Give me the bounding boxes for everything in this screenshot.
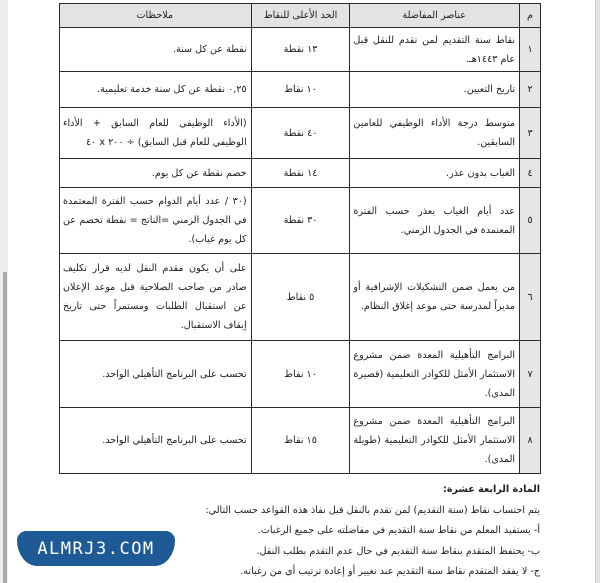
row-notes: نقطة عن كل سنة. bbox=[60, 28, 252, 72]
row-max-points: ١٥ نقاط bbox=[251, 408, 350, 474]
row-num: ٨ bbox=[520, 408, 541, 474]
row-notes: تحسب على البرنامج التأهيلي الواحد. bbox=[60, 408, 252, 474]
table-row bbox=[60, 72, 541, 108]
right-margin bbox=[595, 0, 600, 583]
table-row bbox=[60, 254, 541, 341]
table-header-row bbox=[60, 4, 541, 28]
row-criteria: نقاط سنة التقديم لمن تقدم للنقل قبل عام ١٤٤٣هـ. bbox=[350, 28, 520, 72]
row-notes: ٠,٢٥ نقطة عن كل سنة خدمة تعليمية. bbox=[60, 72, 252, 108]
row-max-points: ٤٠ نقطة bbox=[251, 108, 350, 159]
article-item-c: ج- لا يفقد المتقدم نقاط سنة التقديم عند تغيير أو إعادة ترتيب أي من رغباته. bbox=[240, 566, 540, 577]
row-max-points: ١٣ نقطة bbox=[251, 28, 350, 72]
row-num: ٢ bbox=[520, 72, 541, 108]
row-num: ١ bbox=[520, 28, 541, 72]
row-num: ٣ bbox=[520, 108, 541, 159]
article-item-b: ب- يحتفظ المتقدم بنقاط سنة التقديم في حال عدم التقدم بطلب النقل. bbox=[256, 545, 540, 557]
header-max-points: الحد الأعلى للنقاط bbox=[251, 4, 350, 28]
criteria-table bbox=[59, 3, 541, 474]
row-criteria: عدد أيام الغياب بعذر حسب الفترة المعتمدة في الجدول الزمني. bbox=[350, 188, 520, 254]
table-row bbox=[60, 188, 541, 254]
row-criteria: من يعمل ضمن التشكيلات الإشرافية أو مديراً لمدرسة حتى موعد إغلاق النظام. bbox=[350, 254, 520, 341]
row-criteria: تاريخ التعيين. bbox=[350, 72, 520, 108]
article-item-a: أ- يستفيد المعلم من نقاط سنة التقديم في مفاضلته على جميع الرغبات. bbox=[257, 525, 540, 536]
row-num: ٧ bbox=[520, 341, 541, 408]
table-row bbox=[60, 28, 541, 72]
row-notes: على أن يكون مقدم النقل لديه قرار تكليف صادر من صاحب الصلاحية قبل موعد الإعلان عن استقبال الطلبات ومستمراً حتى تاريخ إيقاف الاستقبال. bbox=[60, 254, 252, 341]
row-notes: (٣٠ / عدد أيام الدوام حسب الفترة المعتمدة في الجدول الزمني =الناتج = نقطة تخصم عن كل يوم غياب). bbox=[60, 188, 252, 254]
row-num: ٥ bbox=[520, 188, 541, 254]
row-notes: خصم نقطة عن كل يوم. bbox=[60, 159, 252, 188]
row-criteria: البرامج التأهيلية المعدة ضمن مشروع الاستثمار الأمثل للكوادر التعليمية (قصيرة المدى). bbox=[350, 341, 520, 408]
row-criteria: الغياب بدون عذر. bbox=[350, 159, 520, 188]
header-notes: ملاحظات bbox=[60, 4, 252, 28]
row-notes: تحسب على البرنامج التأهيلي الواحد. bbox=[60, 341, 252, 408]
article-title: المادة الرابعة عشرة: bbox=[443, 484, 540, 495]
table-row bbox=[60, 341, 541, 408]
row-max-points: ٥ نقاط bbox=[251, 254, 350, 341]
row-max-points: ٣٠ نقطة bbox=[251, 188, 350, 254]
header-criteria: عناصر المفاضلة bbox=[350, 4, 520, 28]
watermark-text: ALMRJ3.COM bbox=[37, 538, 155, 559]
table-row bbox=[60, 159, 541, 188]
row-criteria: متوسط درجة الأداء الوظيفي للعامين السابقين. bbox=[350, 108, 520, 159]
row-num: ٦ bbox=[520, 254, 541, 341]
article-intro: يتم احتساب نقاط (سنة التقديم) لمن تقدم بالنقل قبل نفاذ هذه القواعد حسب التالي: bbox=[205, 504, 540, 516]
row-max-points: ١٠ نقاط bbox=[251, 341, 350, 408]
table-row bbox=[60, 408, 541, 474]
row-criteria: البرامج التأهيلية المعدة ضمن مشروع الاستثمار الأمثل للكوادر التعليمية (طويلة المدى). bbox=[350, 408, 520, 474]
table-row bbox=[60, 108, 541, 159]
watermark-logo bbox=[17, 531, 175, 566]
row-notes: (الأداء الوظيفي للعام السابق + الأداء الوظيفي للعام قبل السابق) ÷ ٢٠٠ x ٤٠ bbox=[60, 108, 252, 159]
header-num: م bbox=[520, 4, 541, 28]
row-max-points: ١٤ نقطة bbox=[251, 159, 350, 188]
scrollbar[interactable] bbox=[3, 272, 7, 583]
row-num: ٤ bbox=[520, 159, 541, 188]
row-max-points: ١٠ نقاط bbox=[251, 72, 350, 108]
